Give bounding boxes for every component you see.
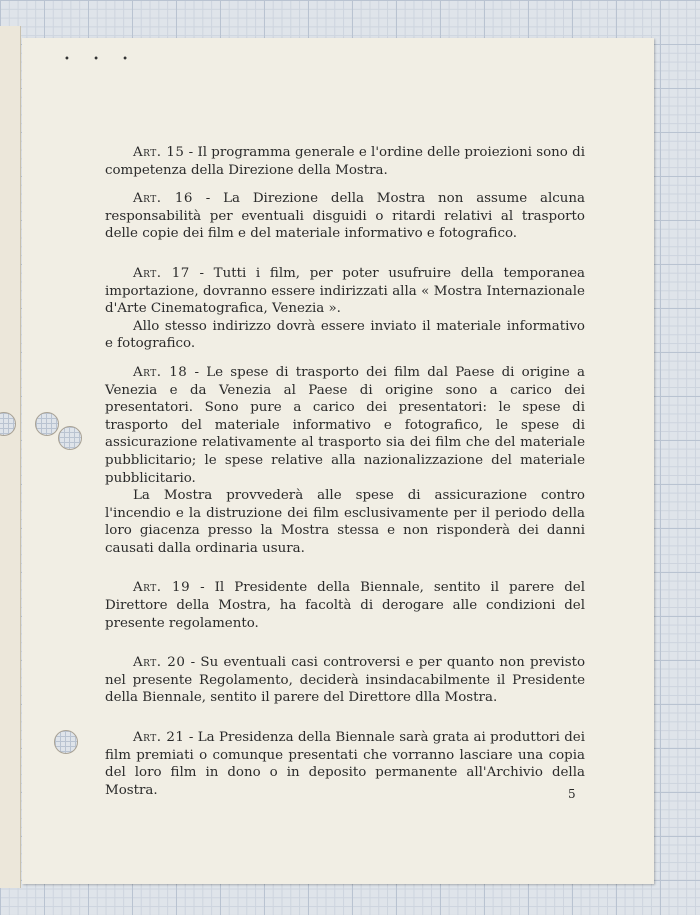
previous-sheet-edge: [0, 26, 21, 888]
article-label: Art. 16: [133, 191, 193, 207]
article-15: [105, 144, 585, 179]
article-paragraph: Art. 16 - La Direzione della Mostra non assume alcuna responsabilità per eventuali disguidi o ritardi relativi al trasporto delle copie dei film e del materiale informativo e fotografico.: [105, 191, 585, 242]
article-label: Art. 18: [133, 364, 188, 380]
article-paragraph: La Mostra provvederà alle spese di assicurazione contro l'incendio e la distruzione dei film esclusivamente per il periodo della loro giacenza presso la Mostra stessa e non risponderà dei danni causati dalla ordinaria usura.: [105, 488, 585, 556]
article-19: [105, 579, 585, 632]
binder-hole: [35, 412, 59, 436]
header-marks: • • •: [64, 54, 139, 65]
article-paragraph: Art. 15 - Il programma generale e l'ordine delle proiezioni sono di competenza della Direzione della Mostra.: [105, 145, 585, 178]
article-label: Art. 15: [133, 145, 185, 160]
article-21: [105, 729, 585, 799]
article-paragraph: Art. 19 - Il Presidente della Biennale, sentito il parere del Direttore della Mostra, ha facoltà di derogare alle condizioni del presente regolamento.: [105, 580, 585, 631]
page-number: 5: [568, 787, 576, 801]
article-18: [105, 364, 585, 558]
article-16: [105, 190, 585, 243]
article-17: [105, 265, 585, 353]
article-label: Art. 17: [133, 265, 190, 281]
article-label: Art. 20: [133, 655, 186, 671]
article-label: Art. 21: [133, 730, 185, 746]
article-paragraph: Art. 20 - Su eventuali casi controversi e per quanto non previsto nel presente Regolamento, deciderà insindacabilmente il Presidente della Biennale, sentito il parere del Direttore dlla Mostra.: [105, 655, 586, 706]
article-label: Art. 19: [133, 580, 191, 596]
regulation-text: [105, 144, 585, 799]
article-paragraph: Allo stesso indirizzo dovrà essere inviato il materiale informativo e fotografico.: [105, 318, 585, 352]
article-paragraph: Art. 17 - Tutti i film, per poter usufruire della temporanea importazione, dovranno essere indirizzati alla « Mostra Internazionale d'Arte Cinematografica, Venezia ».: [105, 265, 585, 317]
article-paragraph: Art. 21 - La Presidenza della Biennale sarà grata ai produttori dei film premiati o comunque presentati che vorranno lasciare una copia del loro film in dono o in deposito permanente all'Archivio della Mostra.: [105, 730, 585, 798]
binder-hole: [58, 426, 82, 450]
binder-hole: [54, 730, 78, 754]
article-20: [105, 654, 585, 707]
article-paragraph: Art. 18 - Le spese di trasporto dei film dal Paese di origine a Venezia e da Venezia al Paese di origine sono a carico dei presentatori. Sono pure a carico dei presentatori: le spese di trasporto del materiale informativo e fotografico, le spese di assicurazione relativamente al trasporto sia dei film che del materiale pubblicitario; le spese relative alla nazionalizzazione del materiale pubblicitario.: [105, 364, 586, 486]
